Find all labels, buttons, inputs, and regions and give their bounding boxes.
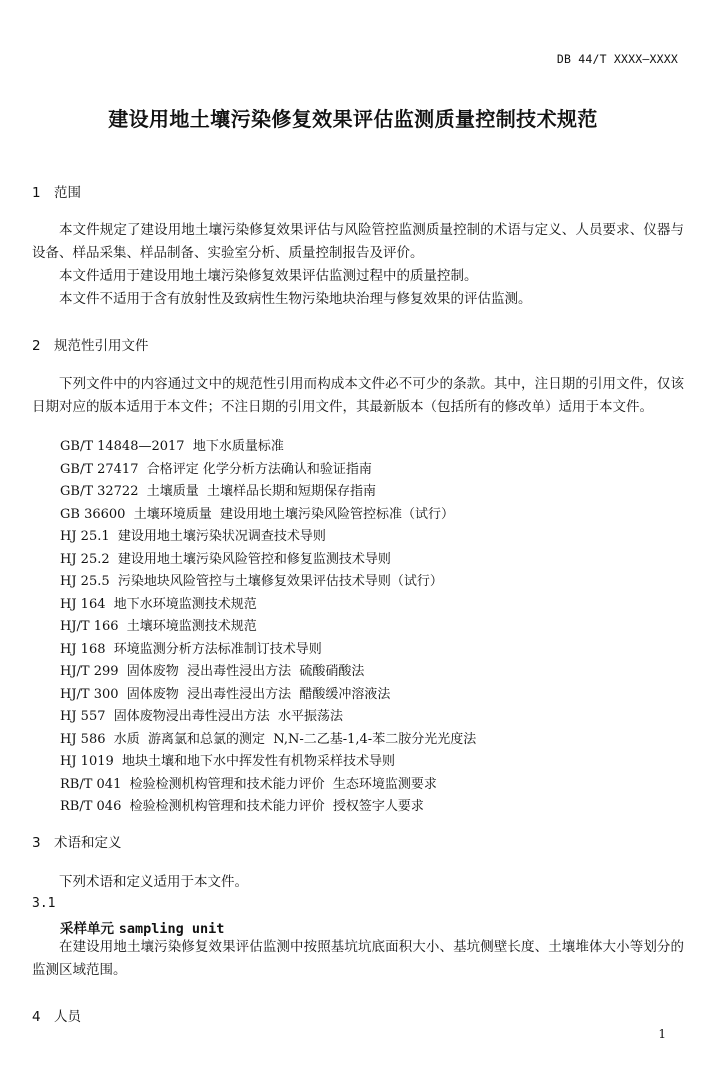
section-3-heading [32, 831, 122, 851]
paragraph: 本文件适用于建设用地土壤污染修复效果评估监测过程中的质量控制。 [59, 268, 478, 284]
reference-item: HJ 25.2 建设用地土壤污染风险管控和修复监测技术导则 [60, 551, 391, 567]
paragraph: 本文件规定了建设用地土壤污染修复效果评估与风险管控监测质量控制的术语与定义、人员要求、仪器与设备、样品采集、样品制备、实验室分析、质量控制报告及评价。 [32, 222, 684, 261]
reference-item: HJ/T 166 土壤环境监测技术规范 [60, 619, 257, 634]
reference-item: HJ 164 地下水环境监测技术规范 [60, 596, 257, 612]
reference-item: HJ 25.1 建设用地土壤污染状况调查技术导则 [60, 529, 326, 544]
reference-item: RB/T 041 检验检测机构管理和技术能力评价 生态环境监测要求 [60, 776, 437, 792]
reference-item: HJ 25.5 污染地块风险管控与土壤修复效果评估技术导则（试行） [60, 574, 443, 589]
reference-item: GB/T 14848—2017 地下水质量标准 [60, 439, 284, 454]
term-number: 3.1 [32, 896, 56, 911]
document-code: DB 44/T XXXX—XXXX [556, 52, 678, 66]
term-definition: 在建设用地土壤污染修复效果评估监测中按照基坑坑底面积大小、基坑侧壁长度、土壤堆体大小等划分的监测区域范围。 [32, 939, 684, 978]
reference-item: RB/T 046 检验检测机构管理和技术能力评价 授权签字人要求 [60, 799, 424, 814]
section-number: 2 [32, 338, 41, 354]
paragraph: 下列术语和定义适用于本文件。 [59, 874, 248, 890]
section-number: 1 [32, 185, 41, 201]
section-number: 3 [32, 835, 41, 851]
page-number: 1 [658, 1027, 666, 1041]
reference-item: HJ 1019 地块土壤和地下水中挥发性有机物采样技术导则 [60, 754, 396, 769]
term-name-en: sampling unit [118, 921, 225, 937]
paragraph: 本文件不适用于含有放射性及致病性生物污染地块治理与修复效果的评估监测。 [59, 291, 532, 307]
term-name-cn: 采样单元 [60, 921, 114, 937]
paragraph: 下列文件中的内容通过文中的规范性引用而构成本文件必不可少的条款。其中，注日期的引用文件，仅该日期对应的版本适用于本文件；不注日期的引用文件，其最新版本（包括所有的修改单）适用于本文件。 [32, 376, 684, 415]
section-number: 4 [32, 1009, 41, 1025]
document-title: 建设用地土壤污染修复效果评估监测质量控制技术规范 [108, 107, 598, 131]
term-name [60, 917, 224, 937]
section-title: 术语和定义 [54, 835, 122, 851]
reference-item: GB/T 32722 土壤质量 土壤样品长期和短期保存指南 [60, 484, 377, 499]
section-2-heading [32, 334, 149, 354]
reference-item: HJ 168 环境监测分析方法标准制订技术导则 [60, 641, 322, 657]
reference-item: HJ 586 水质 游离氯和总氯的测定 N,N-二乙基-1,4-苯二胺分光光度法 [60, 731, 477, 747]
reference-item: GB/T 27417 合格评定 化学分析方法确认和验证指南 [60, 461, 372, 477]
section-4-heading [32, 1005, 81, 1025]
reference-item: HJ 557 固体废物浸出毒性浸出方法 水平振荡法 [60, 709, 344, 724]
reference-item: GB 36600 土壤环境质量 建设用地土壤污染风险管控标准（试行） [60, 506, 454, 522]
reference-item: HJ/T 300 固体废物 浸出毒性浸出方法 醋酸缓冲溶液法 [60, 686, 391, 702]
reference-list [60, 436, 476, 819]
section-title: 规范性引用文件 [54, 338, 149, 354]
section-title: 范围 [54, 185, 81, 201]
reference-item: HJ/T 299 固体废物 浸出毒性浸出方法 硫酸硝酸法 [60, 664, 365, 679]
section-title: 人员 [54, 1009, 81, 1025]
section-1-heading [32, 181, 81, 201]
